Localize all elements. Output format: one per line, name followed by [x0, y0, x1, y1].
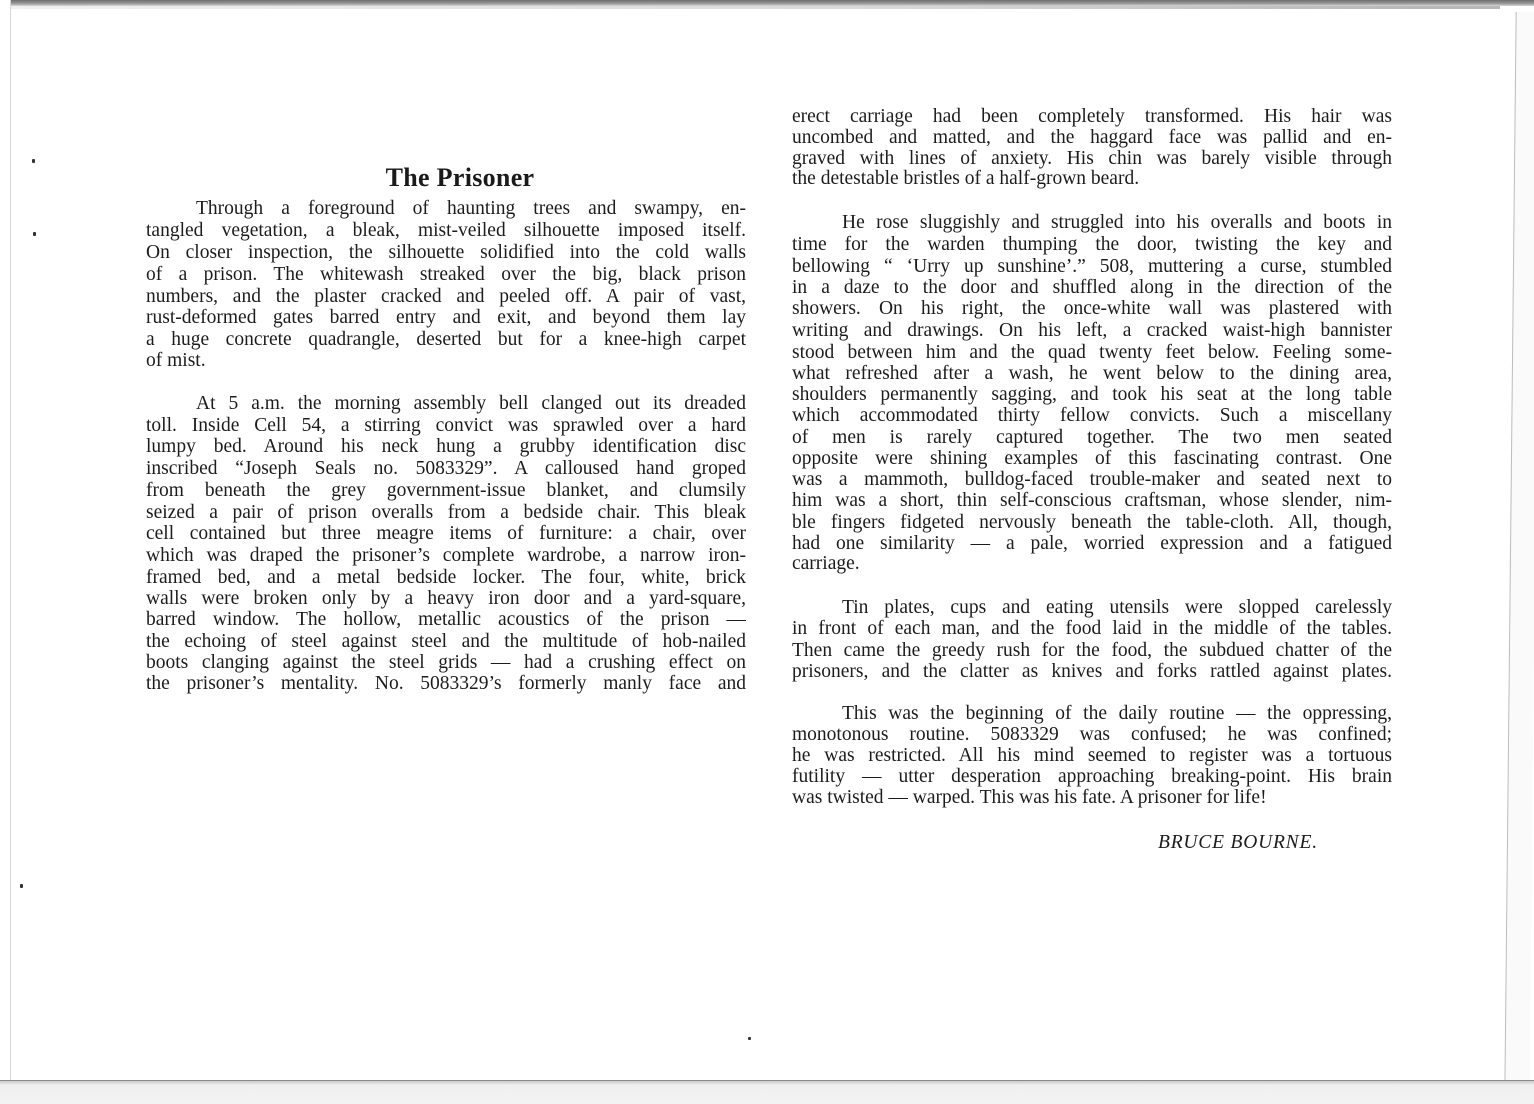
- text-line: in front of each man, and the food laid in the middle of the tables.: [792, 618, 1392, 639]
- page-left-edge: [0, 0, 11, 1084]
- text-line: shoulders permanently sagging, and took his seat at the long table: [792, 384, 1392, 405]
- text-line: monotonous routine. 5083329 was confused; he was confined;: [792, 724, 1392, 745]
- text-line: ble fingers fidgeted nervously beneath the table-cloth. All, though,: [792, 512, 1392, 533]
- text-line: writing and drawings. On his left, a cracked waist-high bannister: [792, 320, 1392, 341]
- text-line: of mist.: [146, 350, 206, 371]
- text-line: cell contained but three meagre items of furniture: a chair, over: [146, 523, 746, 544]
- text-line: On closer inspection, the silhouette solidified into the cold walls: [146, 242, 746, 263]
- text-line: bellowing “ ‘Urry up sunshine’.” 508, muttering a curse, stumbled: [792, 256, 1392, 277]
- text-line: opposite were shining examples of this fascinating contrast. One: [792, 448, 1392, 469]
- text-line: he was restricted. All his mind seemed to register was a tortuous: [792, 745, 1392, 766]
- text-line: uncombed and matted, and the haggard face was pallid and en-: [792, 127, 1392, 148]
- text-line: carriage.: [792, 553, 860, 574]
- scan-speck: [20, 884, 23, 888]
- text-line: what refreshed after a wash, he went below to the dining area,: [792, 363, 1392, 384]
- text-line: framed bed, and a metal bedside locker. The four, white, brick: [146, 567, 746, 588]
- text-line: Then came the greedy rush for the food, the subdued chatter of the: [792, 640, 1392, 661]
- text-line: stood between him and the quad twenty feet below. Feeling some-: [792, 342, 1392, 363]
- scan-top-shadow-fade: [0, 6, 1500, 9]
- text-line: numbers, and the plaster cracked and peeled off. A pair of vast,: [146, 286, 746, 307]
- text-line: toll. Inside Cell 54, a stirring convict was sprawled over a hard: [146, 415, 746, 436]
- text-line: a huge concrete quadrangle, deserted but for a knee-high carpet: [146, 329, 746, 350]
- text-line: He rose sluggishly and struggled into his overalls and boots in: [842, 212, 1392, 233]
- text-line: erect carriage had been completely transformed. His hair was: [792, 106, 1392, 127]
- text-line: futility — utter desperation approaching breaking-point. His brain: [792, 766, 1392, 787]
- text-line: seized a pair of prison overalls from a bedside chair. This bleak: [146, 502, 746, 523]
- scan-speck: [32, 159, 35, 163]
- text-line: which was draped the prisoner’s complete wardrobe, a narrow iron-: [146, 545, 746, 566]
- text-line: inscribed “Joseph Seals no. 5083329”. A calloused hand groped: [146, 458, 746, 479]
- text-line: the detestable bristles of a half-grown beard.: [792, 168, 1140, 189]
- text-line: was twisted — warped. This was his fate. A prisoner for life!: [792, 787, 1267, 808]
- scan-speck: [748, 1037, 751, 1040]
- text-line: was a mammoth, bulldog-faced trouble-maker and seated next to: [792, 469, 1392, 490]
- text-line: in a daze to the door and shuffled along in the direction of the: [792, 277, 1392, 298]
- text-line: This was the beginning of the daily routine — the oppressing,: [842, 703, 1392, 724]
- text-line: tangled vegetation, a bleak, mist-veiled silhouette imposed itself.: [146, 220, 746, 241]
- scan-bottom-edge: [0, 1080, 1534, 1104]
- text-line: from beneath the grey government-issue blanket, and clumsily: [146, 480, 746, 501]
- page-right-edge: [1504, 12, 1534, 1092]
- text-line: him was a short, thin self-conscious craftsman, whose slender, nim-: [792, 490, 1392, 511]
- text-line: graved with lines of anxiety. His chin was barely visible through: [792, 148, 1392, 169]
- text-line: rust-deformed gates barred entry and exit, and beyond them lay: [146, 307, 746, 328]
- text-line: At 5 a.m. the morning assembly bell clanged out its dreaded: [196, 393, 746, 414]
- text-line: Tin plates, cups and eating utensils were slopped carelessly: [842, 597, 1392, 618]
- text-line: Through a foreground of haunting trees and swampy, en-: [196, 198, 746, 219]
- author-signature: BRUCE BOURNE.: [1158, 832, 1318, 853]
- text-line: of men is rarely captured together. The two men seated: [792, 427, 1392, 448]
- text-line: of a prison. The whitewash streaked over the big, black prison: [146, 264, 746, 285]
- text-line: time for the warden thumping the door, twisting the key and: [792, 234, 1392, 255]
- text-line: showers. On his right, the once-white wall was plastered with: [792, 298, 1392, 319]
- text-line: lumpy bed. Around his neck hung a grubby identification disc: [146, 436, 746, 457]
- scan-speck: [33, 232, 36, 236]
- text-line: the echoing of steel against steel and the multitude of hob-nailed: [146, 631, 746, 652]
- text-line: prisoners, and the clatter as knives and forks rattled against plates.: [792, 661, 1392, 682]
- text-line: had one similarity — a pale, worried expression and a fatigued: [792, 533, 1392, 554]
- text-line: which accommodated thirty fellow convicts. Such a miscellany: [792, 405, 1392, 426]
- text-line: boots clanging against the steel grids — had a crushing effect on: [146, 652, 746, 673]
- text-line: the prisoner’s mentality. No. 5083329’s formerly manly face and: [146, 673, 746, 694]
- story-title: The Prisoner: [385, 163, 535, 193]
- text-line: barred window. The hollow, metallic acoustics of the prison —: [146, 609, 746, 630]
- text-line: walls were broken only by a heavy iron door and a yard-square,: [146, 588, 746, 609]
